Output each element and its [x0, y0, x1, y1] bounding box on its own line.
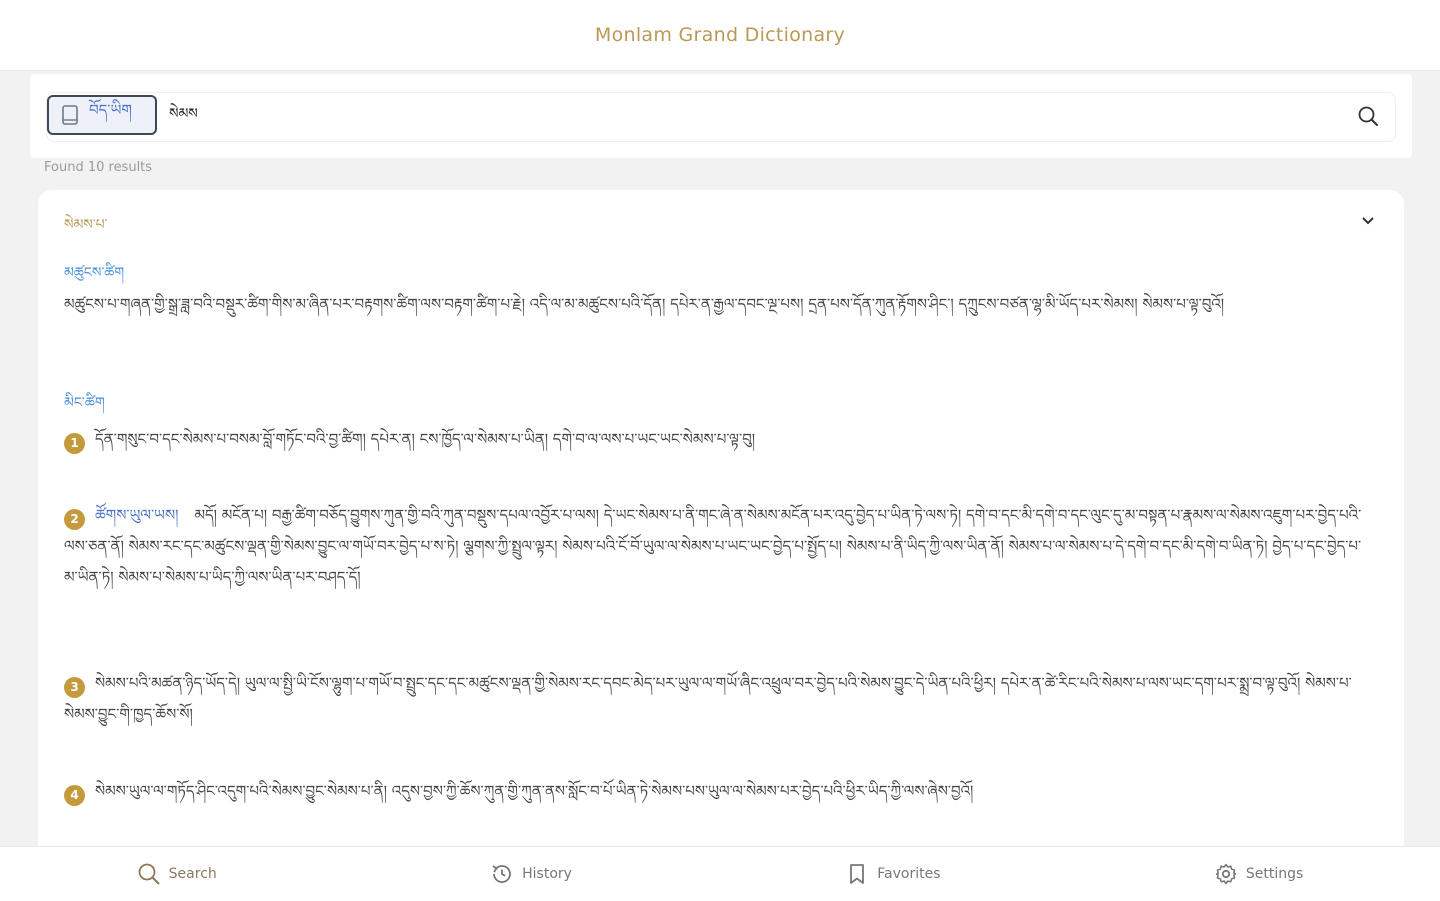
nav-search-label: Search — [168, 866, 217, 882]
nav-history-label: History — [522, 866, 572, 882]
sense-number: 3 — [64, 677, 85, 698]
result-count: Found 10 results — [44, 160, 153, 175]
result-card — [38, 190, 1404, 870]
sense-number: 4 — [64, 785, 85, 806]
search-icon[interactable] — [1357, 105, 1379, 127]
nav-settings[interactable] — [1214, 862, 1303, 886]
nav-search[interactable] — [137, 862, 217, 886]
section-label-synonyms: མཚུངས་ཚིག — [64, 265, 125, 281]
language-toggle-button[interactable] — [47, 95, 157, 135]
book-icon — [61, 105, 79, 125]
sense-text: སེམས་པའི་མཚན་ཉིད་ཡོད་དེ། ཡུལ་ལ་སྤྱི་ཡི་ངོས་ལྷུག་པ་གཡོ་བ་སྤྲུང་དང་དང་མཚུངས་ལྡན་གྱི་སེམས་རང་དབང་མེད་པར་ཡུལ་ལ་གཡོ་ཞིང་འཕྲུལ་བར་བྱེད་པའི་སེམས་བྱུང་དེ་ཡིན་པའི་ཕྱིར། དཔེར་ན་ཚེ་རིང་པའི་སེམས་པ་ལས་ཡང་དག་པར་སྨྲ་བ་ལྟ་བུའོ། སེམས་པ་སེམས་བྱུང་གི་ཁྱད་ཆོས་སོ། — [64, 674, 1352, 723]
search-bar — [46, 92, 1396, 142]
sense-text: སེམས་ཡུལ་ལ་གཏོད་ཤིང་འདུག་པའི་སེམས་བྱུང་སེམས་པ་ནི། འདུས་བྱས་ཀྱི་ཆོས་ཀུན་གྱི་ཀུན་ནས་སློང་བ་པོ་ཡིན་ཏེ་སེམས་པས་ཡུལ་ལ་སེམས་པར་བྱེད་པའི་ཕྱིར་ཡིད་ཀྱི་ལས་ཞེས་བྱའོ། — [95, 782, 974, 800]
nav-settings-label: Settings — [1245, 866, 1304, 882]
search-panel — [30, 74, 1412, 158]
sense-link[interactable]: ཚོགས་ཡུལ་ཡས། — [95, 506, 179, 524]
language-label: བོད་ཡིག — [89, 101, 132, 119]
nav-favorites[interactable] — [845, 862, 940, 886]
app-title: Monlam Grand Dictionary — [594, 24, 846, 46]
app-header — [0, 0, 1440, 71]
synonym-text: མཚུངས་པ་གཞན་གྱི་སྒྲ་ཟླ་བའི་བསྡུར་ཚིག་གིས་མ་ཞིན་པར་བརྟགས་ཚིག་ལས་བརྟག་ཚིག་པ་རྗེ། འདི་ལ་མ་མཚུངས་པའི་དོན། དཔེར་ན་རྒྱལ་དབང་ལྔ་པས། དྲན་པས་དོན་ཀུན་རྟོགས་ཤིང་། དཀྲུངས་བཙན་ལྷ་མི་ཡོད་པར་སེམས། སེམས་པ་ལྟ་བུའོ། — [64, 295, 1225, 313]
bottom-navigation — [0, 846, 1440, 901]
chevron-down-icon[interactable] — [1360, 212, 1376, 228]
search-icon — [137, 862, 161, 886]
sense-text: མདོ། མངོན་པ། བརྒྱ་ཚིག་བཅོད་བྱུགས་ཀུན་གྱི་བའི་ཀུན་བསྡུས་དཔལ་འབྱོར་པ་ལས། དེ་ཡང་སེམས་པ་ནི་གང་ཞེ་ན་སེམས་མངོན་པར་འདུ་བྱེད་པ་ཡིན་ཏེ་ལས་ཏེ། དགེ་བ་དང་མི་དགེ་བ་དང་ལུང་དུ་མ་བསྟན་པ་རྣམས་ལ་སེམས་འཇུག་པར་བྱེད་པའི་ལས་ཅན་ནོ། སེམས་རང་དང་མཚུངས་ལྡན་གྱི་སེམས་བྱུང་ལ་གཡོ་བར་བྱེད་པ་ས་ཏེ། ལྕགས་ཀྱི་སྤྲུལ་ལྟར། སེམས་པའི་ངོ་བོ་ཡུལ་ལ་སེམས་པ་ཡང་ཡང་བྱེད་པ་སྤྱོད་པ། སེམས་པ་ནི་ཡིད་ཀྱི་ལས་ཡིན་ནོ། སེམས་པ་ལ་སེམས་པ་དེ་དགེ་བ་དང་མི་དགེ་བ་ཡིན་ཏེ། བྱེད་པ་དང་བྱེད་པ་མ་ཡིན་ཏེ། སེམས་པ་སེམས་པ་ཡིད་ཀྱི་ལས་ཡིན་པར་བཤད་དོ། — [64, 506, 1362, 586]
section-label-noun: མིང་ཚིག — [64, 395, 105, 411]
nav-favorites-label: Favorites — [877, 866, 941, 882]
entry-headword: སེམས་པ་ — [64, 217, 108, 233]
sense-item-1 — [64, 424, 1374, 455]
search-input[interactable] — [167, 99, 1331, 135]
sense-item-4 — [64, 776, 1374, 807]
sense-number: 1 — [64, 433, 85, 454]
nav-history[interactable] — [490, 862, 572, 886]
sense-item-2 — [64, 500, 1374, 593]
sense-item-3 — [64, 668, 1374, 730]
sense-number: 2 — [64, 509, 85, 530]
bookmark-icon — [845, 862, 869, 886]
history-icon — [490, 862, 514, 886]
sense-text: དོན་གསུང་བ་དང་སེམས་པ་བསམ་བློ་གཏོང་བའི་བྱ་ཚིག། དཔེར་ན། ངས་ཁྱོད་ལ་སེམས་པ་ཡིན། དགེ་བ་ལ་ལས་པ་ཡང་ཡང་སེམས་པ་ལྟ་བུ། — [95, 430, 756, 448]
gear-icon — [1214, 862, 1238, 886]
